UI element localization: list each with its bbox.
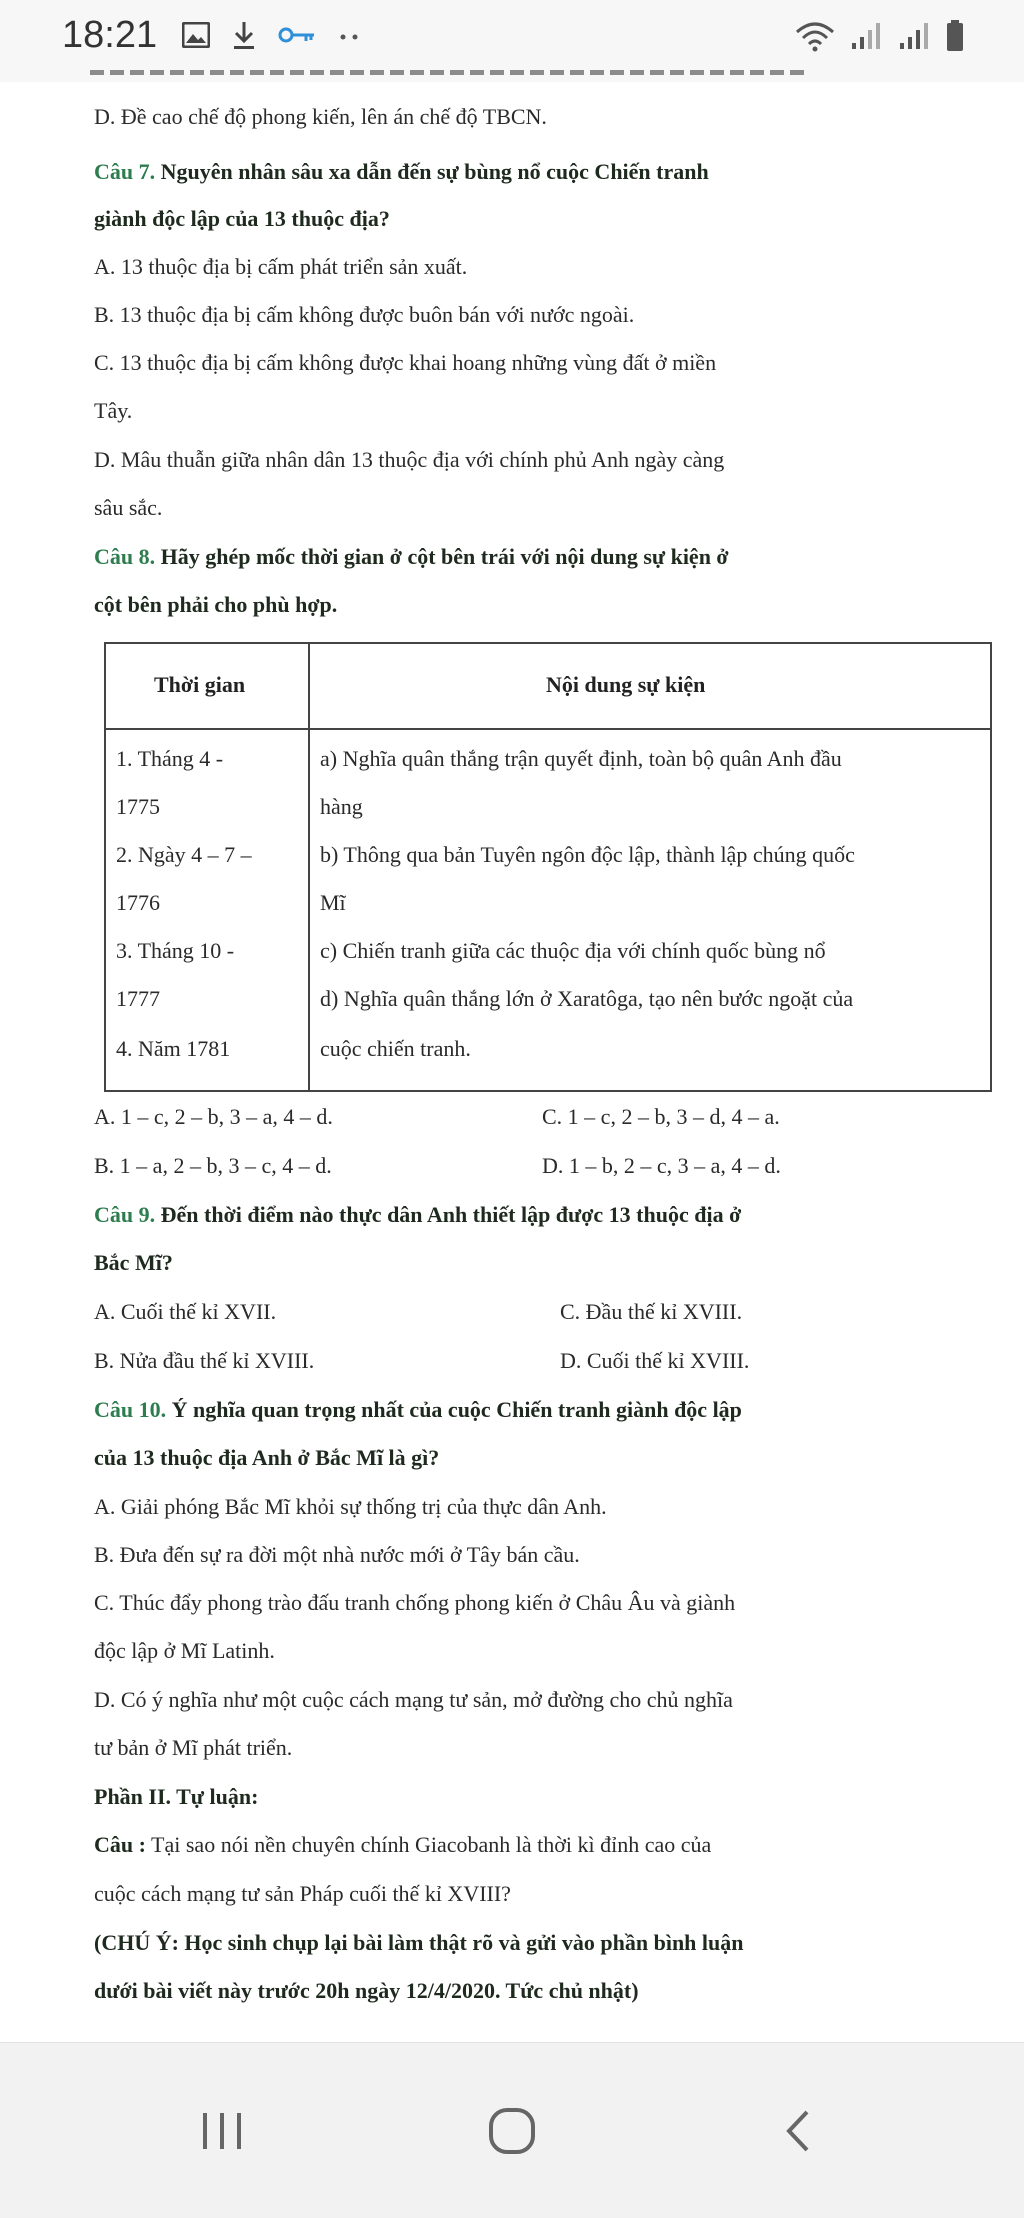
table-left-cell: 2. Ngày 4 – 7 – — [116, 842, 252, 867]
part2-cau-label: Câu : — [94, 1832, 146, 1857]
q9-option-d: D. Cuối thế kỉ XVIII. — [560, 1348, 750, 1373]
q7-option-c-1: C. 13 thuộc địa bị cấm không được khai hoang những vùng đất ở miền — [94, 350, 717, 375]
q10-text-1: Ý nghĩa quan trọng nhất của cuộc Chiến tranh giành độc lập — [166, 1397, 742, 1422]
status-time: 18:21 — [62, 14, 158, 56]
q10-option-c-1: C. Thúc đẩy phong trào đấu tranh chống phong kiến ở Châu Âu và giành — [94, 1590, 736, 1615]
table-right-cell: Mĩ — [320, 890, 346, 915]
wifi-icon — [794, 20, 836, 57]
q7-text-1: Nguyên nhân sâu xa dẫn đến sự bùng nổ cuộc Chiến tranh — [155, 159, 709, 184]
q9-option-c: C. Đầu thế kỉ XVIII. — [560, 1299, 743, 1324]
q7-number: Câu 7. — [94, 159, 156, 184]
back-icon — [783, 2108, 813, 2159]
q8-text-2: cột bên phải cho phù hợp. — [94, 592, 338, 617]
q7-option-a: A. 13 thuộc địa bị cấm phát triển sản xuất. — [94, 254, 468, 279]
part2-question-2: cuộc cách mạng tư sản Pháp cuối thế kỉ XVIII? — [94, 1881, 511, 1906]
table-right-cell: cuộc chiến tranh. — [320, 1036, 471, 1061]
table-header-event: Nội dung sự kiện — [546, 672, 706, 697]
key-icon — [278, 25, 316, 50]
q8-option-a: A. 1 – c, 2 – b, 3 – a, 4 – d. — [94, 1104, 333, 1129]
recent-apps-icon — [199, 2111, 245, 2156]
q10-number: Câu 10. — [94, 1397, 167, 1422]
part2-note-2: dưới bài viết này trước 20h ngày 12/4/2020. Tức chủ nhật) — [94, 1978, 639, 2003]
q8-option-d: D. 1 – b, 2 – c, 3 – a, 4 – d. — [542, 1153, 781, 1178]
table-left-cell: 4. Năm 1781 — [116, 1036, 231, 1061]
cut-off-text-line — [90, 66, 810, 94]
part2-question-1 — [94, 1830, 711, 1860]
table-left-cell: 1. Tháng 4 - — [116, 746, 224, 771]
q8-title — [94, 542, 729, 572]
signal-icon-2 — [898, 21, 932, 56]
q8-number: Câu 8. — [94, 544, 156, 569]
q6-option-d: D. Đề cao chế độ phong kiến, lên án chế độ TBCN. — [94, 104, 547, 129]
recent-apps-button[interactable] — [182, 2093, 262, 2173]
q7-title — [94, 157, 709, 187]
q10-option-b: B. Đưa đến sự ra đời một nhà nước mới ở Tây bán cầu. — [94, 1542, 580, 1567]
table-left-cell: 1776 — [116, 890, 160, 915]
table-left-cell: 1775 — [116, 794, 160, 819]
q9-title — [94, 1200, 741, 1230]
q8-text-1: Hãy ghép mốc thời gian ở cột bên trái với nội dung sự kiện ở — [155, 544, 729, 569]
signal-icon — [850, 21, 884, 56]
matching-table — [104, 642, 992, 1092]
home-icon — [487, 2106, 537, 2161]
q10-option-d-2: tư bản ở Mĩ phát triển. — [94, 1735, 293, 1760]
q10-text-2: của 13 thuộc địa Anh ở Bắc Mĩ là gì? — [94, 1445, 440, 1470]
q10-option-a: A. Giải phóng Bắc Mĩ khỏi sự thống trị của thực dân Anh. — [94, 1494, 607, 1519]
q9-text-1: Đến thời điểm nào thực dân Anh thiết lập được 13 thuộc địa ở — [155, 1202, 742, 1227]
q9-option-a: A. Cuối thế kỉ XVII. — [94, 1299, 277, 1324]
table-right-cell: c) Chiến tranh giữa các thuộc địa với chính quốc bùng nổ — [320, 938, 826, 963]
table-right-cell: a) Nghĩa quân thắng trận quyết định, toàn bộ quân Anh đầu — [320, 746, 842, 771]
q10-title — [94, 1395, 742, 1425]
q9-number: Câu 9. — [94, 1202, 156, 1227]
q7-option-d-2: sâu sắc. — [94, 495, 163, 520]
table-header-time: Thời gian — [154, 672, 246, 697]
home-button[interactable] — [472, 2093, 552, 2173]
back-button[interactable] — [758, 2093, 838, 2173]
document-page — [0, 82, 1024, 2042]
more-icon — [338, 29, 362, 47]
part2-title: Phần II. Tự luận: — [94, 1784, 259, 1809]
q7-option-c-2: Tây. — [94, 398, 133, 423]
table-right-cell: d) Nghĩa quân thắng lớn ở Xaratôga, tạo nên bước ngoặt của — [320, 986, 854, 1011]
q7-text-2: giành độc lập của 13 thuộc địa? — [94, 206, 390, 231]
part2-question-text: Tại sao nói nền chuyên chính Giacobanh là thời kì đỉnh cao của — [145, 1832, 712, 1857]
gallery-icon — [182, 22, 210, 53]
q10-option-c-2: độc lập ở Mĩ Latinh. — [94, 1638, 275, 1663]
q10-option-d-1: D. Có ý nghĩa như một cuộc cách mạng tư sản, mở đường cho chủ nghĩa — [94, 1687, 733, 1712]
q9-option-b: B. Nửa đầu thế kỉ XVIII. — [94, 1348, 315, 1373]
battery-icon — [946, 20, 964, 57]
table-right-cell: hàng — [320, 794, 363, 819]
q7-option-b: B. 13 thuộc địa bị cấm không được buôn bán với nước ngoài. — [94, 302, 635, 327]
navigation-bar — [0, 2042, 1024, 2218]
table-left-cell: 3. Tháng 10 - — [116, 938, 235, 963]
table-right-cell: b) Thông qua bản Tuyên ngôn độc lập, thành lập chúng quốc — [320, 842, 855, 867]
q7-option-d-1: D. Mâu thuẫn giữa nhân dân 13 thuộc địa với chính phủ Anh ngày càng — [94, 447, 725, 472]
download-icon — [232, 20, 256, 55]
q9-text-2: Bắc Mĩ? — [94, 1250, 173, 1275]
q8-option-b: B. 1 – a, 2 – b, 3 – c, 4 – d. — [94, 1153, 332, 1178]
part2-note-1: (CHÚ Ý: Học sinh chụp lại bài làm thật rõ và gửi vào phần bình luận — [94, 1930, 744, 1955]
table-left-cell: 1777 — [116, 986, 160, 1011]
q8-option-c: C. 1 – c, 2 – b, 3 – d, 4 – a. — [542, 1104, 780, 1129]
